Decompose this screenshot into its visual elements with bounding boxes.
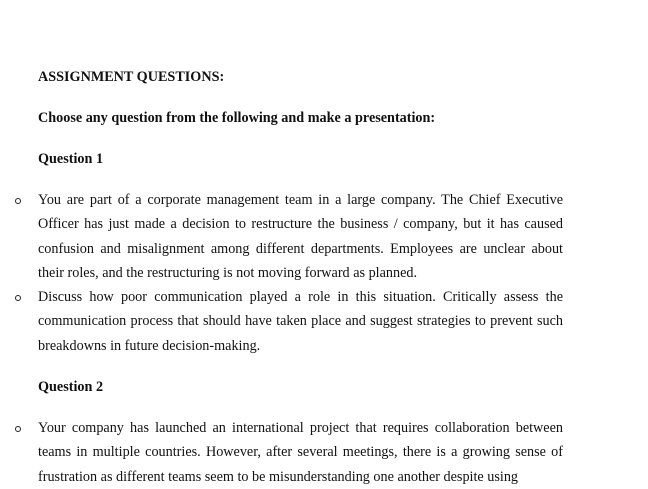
bullet-text: You are part of a corporate management team in a large company. The Chief Executive Officer has just made a decision to restructure the business / company, but it has caused confusion and misalignment among different departments. Employees are unclear about their roles, and the restructuring is not moving forward as planned. — [38, 192, 563, 282]
question-1-heading: Question 1 — [38, 151, 104, 167]
bullet-text: Your company has launched an international project that requires collaboration between teams in multiple countries. However, after several meetings, there is a growing sense of frustration as different teams seem to be misunderstanding one another despite using — [38, 420, 563, 485]
question-2-heading: Question 2 — [38, 379, 104, 395]
instruction-text: Choose any question from the following and make a presentation: — [38, 110, 436, 126]
hollow-circle-bullet-icon — [15, 285, 23, 293]
bullet-text: Discuss how poor communication played a role in this situation. Critically assess the communication process that should have taken place and suggest strategies to prevent such breakdowns in future decision-making. — [38, 289, 563, 354]
document-title: ASSIGNMENT QUESTIONS: — [38, 69, 225, 85]
hollow-circle-bullet-icon — [15, 188, 23, 196]
hollow-circle-bullet-icon — [15, 416, 23, 424]
